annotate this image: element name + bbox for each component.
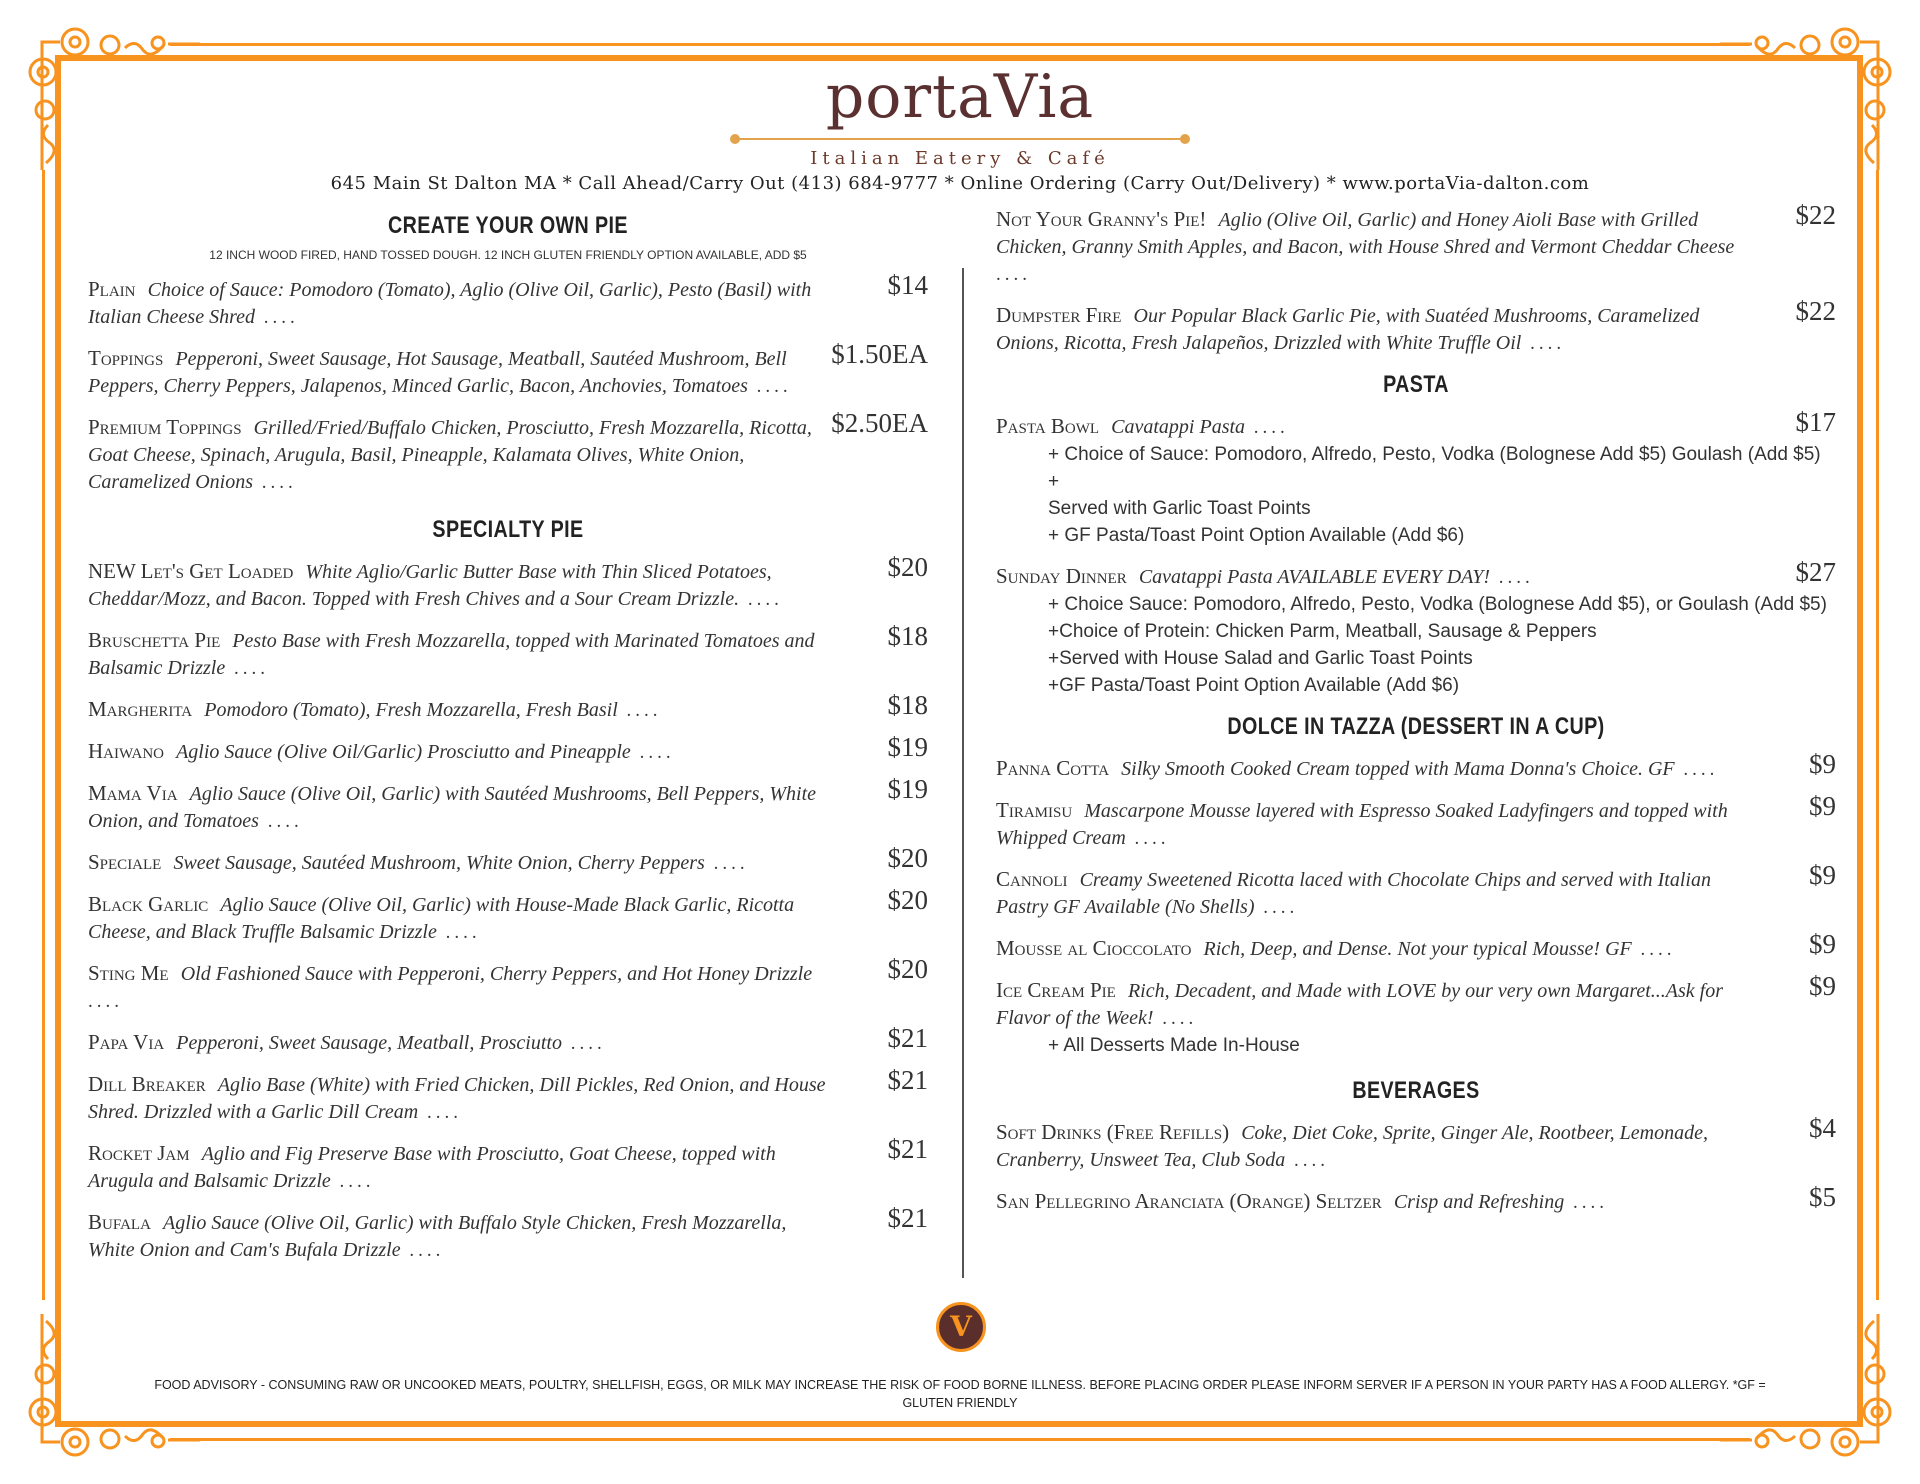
item-price: $21 <box>887 1065 928 1095</box>
menu-item <box>996 971 1836 1032</box>
tagline: Italian Eatery & Café <box>810 148 1110 169</box>
leader-dots: .... <box>1245 417 1289 438</box>
item-price: $9 <box>1809 791 1836 821</box>
menu-item <box>996 407 1836 441</box>
item-name: San Pellegrino Aranciata (Orange) Seltzer <box>996 1189 1382 1213</box>
right-column <box>996 200 1836 1216</box>
item-name: Bruschetta Pie <box>88 628 221 652</box>
item-description: Aglio and Fig Preserve Base with Prosciutto, Goat Cheese, topped with Arugula and Balsamic Drizzle <box>88 1143 776 1192</box>
menu-item <box>996 749 1836 783</box>
dough-note: 12 INCH WOOD FIRED, HAND TOSSED DOUGH. 12 INCH GLUTEN FRIENDLY OPTION AVAILABLE, ADD $5 <box>209 248 807 262</box>
menu-item <box>996 296 1836 357</box>
leader-dots: .... <box>747 376 792 397</box>
leader-dots: .... <box>561 1033 606 1054</box>
section-title-create-your-own-pie: CREATE YOUR OWN PIE <box>388 212 628 239</box>
menu-item <box>88 408 928 496</box>
item-price: $9 <box>1809 971 1836 1001</box>
frame-right-thin-line <box>1876 170 1879 1300</box>
menu-item <box>88 621 928 682</box>
item-description: Rich, Decadent, and Made with LOVE by our very own Margaret...Ask for Flavor of the Week! <box>996 980 1724 1029</box>
item-price: $21 <box>887 1134 928 1164</box>
column-divider <box>962 268 964 1278</box>
item-option: +GF Pasta/Toast Point Option Available (Add $6) <box>1048 675 1460 696</box>
item-description: Creamy Sweetened Ricotta laced with Chocolate Chips and served with Italian Pastry GF Available (No Shells) <box>996 869 1711 918</box>
frame-top-thin-line <box>170 43 1750 46</box>
item-name: Margherita <box>88 697 193 721</box>
item-description: Old Fashioned Sauce with Pepperoni, Cherry Peppers, and Hot Honey Drizzle <box>180 963 813 985</box>
item-price: $20 <box>887 885 928 915</box>
item-description: Pesto Base with Fresh Mozzarella, topped with Marinated Tomatoes and Balsamic Drizzle <box>88 630 815 679</box>
item-name: Mama Via <box>88 781 178 805</box>
item-price: $18 <box>887 690 928 720</box>
item-price: $14 <box>887 270 928 300</box>
item-price: $20 <box>887 843 928 873</box>
item-description: Mascarpone Mousse layered with Espresso Soaked Ladyfingers and topped with Whipped Cream <box>996 800 1728 849</box>
item-name: Ice Cream Pie <box>996 978 1116 1002</box>
leader-dots: .... <box>255 307 299 328</box>
item-name: Premium Toppings <box>88 415 242 439</box>
menu-item <box>88 339 928 400</box>
dessert-note: + All Desserts Made In-House <box>1048 1035 1300 1056</box>
leader-dots: .... <box>400 1240 445 1261</box>
item-name: Haiwano <box>88 739 164 763</box>
menu-item <box>996 1113 1836 1174</box>
item-name: Tiramisu <box>996 798 1073 822</box>
left-column <box>88 206 928 1264</box>
leader-dots: .... <box>1631 939 1676 960</box>
item-name: Toppings <box>88 346 164 370</box>
logo: portaVia <box>825 62 1095 132</box>
menu-item <box>88 774 928 835</box>
leader-dots: .... <box>1153 1008 1198 1029</box>
item-name: Papa Via <box>88 1030 165 1054</box>
item-price: $9 <box>1809 860 1836 890</box>
item-description: Coke, Diet Coke, Sprite, Ginger Ale, Rootbeer, Lemonade, Cranberry, Unsweet Tea, Club Soda <box>996 1122 1708 1171</box>
item-description: Aglio Base (White) with Fried Chicken, Dill Pickles, Red Onion, and House Shred. Drizzled with a Garlic Dill Cream <box>88 1074 826 1123</box>
menu-item <box>88 270 928 331</box>
item-description: Aglio Sauce (Olive Oil, Garlic) with Sautéed Mushrooms, Bell Peppers, White Onion, and Tomatoes <box>88 783 816 832</box>
item-name: Speciale <box>88 850 162 874</box>
item-name: Rocket Jam <box>88 1141 190 1165</box>
frame-bottom-thin-line <box>170 1438 1750 1441</box>
item-description: Silky Smooth Cooked Cream topped with Mama Donna's Choice. GF <box>1121 758 1675 780</box>
item-description: Our Popular Black Garlic Pie, with Suatéed Mushrooms, Caramelized Onions, Ricotta, Fresh Jalapeños, Drizzled with White Truffle Oil <box>996 305 1700 354</box>
leader-dots: .... <box>1521 333 1566 354</box>
leader-dots: .... <box>617 700 662 721</box>
item-option: + Choice of Sauce: Pomodoro, Alfredo, Pesto, Vodka (Bolognese Add $5) Goulash (Add $5) + <box>1048 444 1821 492</box>
leader-dots: .... <box>1564 1192 1608 1213</box>
item-price: $20 <box>887 552 928 582</box>
item-description: Pomodoro (Tomato), Fresh Mozzarella, Fresh Basil <box>204 699 618 721</box>
food-advisory: FOOD ADVISORY - CONSUMING RAW OR UNCOOKED MEATS, POULTRY, SHELLFISH, EGGS, OR MILK MAY INCREASE THE RISK OF FOOD BORNE ILLNESS. BEFORE PLACING ORDER PLEASE INFORM SERVER IF A PERSON IN YOUR PARTY HAS A FOOD ALLERGY. *GF = GLUTEN FRIENDLY <box>154 1378 1766 1410</box>
leader-dots: .... <box>1254 897 1299 918</box>
section-title-dolce: DOLCE IN TAZZA (DESSERT IN A CUP) <box>1227 713 1605 740</box>
item-name: Panna Cotta <box>996 756 1110 780</box>
leader-dots: .... <box>258 811 303 832</box>
leader-dots: .... <box>225 658 269 679</box>
item-name: Cannoli <box>996 867 1068 891</box>
leader-dots: .... <box>996 264 1031 285</box>
item-description: Cavatappi Pasta <box>1111 416 1246 438</box>
menu-item <box>88 552 928 613</box>
item-price: $22 <box>1795 200 1836 230</box>
item-price: $1.50EA <box>831 339 928 369</box>
menu-item <box>996 929 1836 963</box>
item-price: $19 <box>887 774 928 804</box>
item-option: + Choice Sauce: Pomodoro, Alfredo, Pesto, Vodka (Bolognese Add $5), or Goulash (Add $5) <box>1048 594 1827 615</box>
item-name: Sting Me <box>88 961 169 985</box>
item-description: Grilled/Fried/Buffalo Chicken, Prosciutto, Fresh Mozzarella, Ricotta, Goat Cheese, Spinach, Arugula, Basil, Pineapple, Kalamata Olives, White Onion, Caramelized Onions <box>88 417 812 493</box>
item-name: NEW Let's Get Loaded <box>88 559 294 583</box>
menu-item <box>88 1065 928 1126</box>
menu-item <box>996 200 1836 288</box>
logo-rule <box>730 132 1190 146</box>
item-option: + GF Pasta/Toast Point Option Available (Add $6) <box>1048 525 1465 546</box>
item-price: $21 <box>887 1203 928 1233</box>
item-description: Pepperoni, Sweet Sausage, Hot Sausage, Meatball, Sautéed Mushroom, Bell Peppers, Cherry Peppers, Jalapenos, Minced Garlic, Bacon, Anchovies, Tomatoes <box>88 348 787 397</box>
section-title-pasta: PASTA <box>1383 371 1449 398</box>
leader-dots: .... <box>739 589 783 610</box>
menu-item <box>88 954 928 1015</box>
item-description: Sweet Sausage, Sautéed Mushroom, White Onion, Cherry Peppers <box>173 852 705 874</box>
menu-item <box>996 860 1836 921</box>
menu-item <box>996 557 1836 591</box>
item-description: Aglio (Olive Oil, Garlic) and Honey Aioli Base with Grilled Chicken, Granny Smith Apples, and Bacon, with House Shred and Vermont Cheddar Cheese <box>996 209 1735 258</box>
item-option: Served with Garlic Toast Points <box>1048 498 1311 519</box>
section-title-specialty-pie: SPECIALTY PIE <box>432 516 584 543</box>
item-description: Aglio Sauce (Olive Oil, Garlic) with Buffalo Style Chicken, Fresh Mozzarella, White Onion and Cam's Bufala Drizzle <box>88 1212 787 1261</box>
menu-item <box>88 690 928 724</box>
item-description: Crisp and Refreshing <box>1393 1191 1565 1213</box>
address-line: 645 Main St Dalton MA * Call Ahead/Carry Out (413) 684-9777 * Online Ordering (Carry Out/Delivery) * www.portaVia-dalton.com <box>330 173 1590 194</box>
item-name: Plain <box>88 277 136 301</box>
leader-dots: .... <box>88 991 123 1012</box>
menu-item <box>996 791 1836 852</box>
menu-header <box>0 62 1920 194</box>
item-name: Sunday Dinner <box>996 564 1127 588</box>
v-logo-badge: V <box>936 1302 986 1352</box>
item-description: Cavatappi Pasta AVAILABLE EVERY DAY! <box>1138 566 1491 588</box>
item-name: Pasta Bowl <box>996 414 1100 438</box>
item-price: $18 <box>887 621 928 651</box>
item-price: $21 <box>887 1023 928 1053</box>
leader-dots: .... <box>704 853 749 874</box>
item-option: +Served with House Salad and Garlic Toast Points <box>1048 648 1473 669</box>
item-price: $22 <box>1795 296 1836 326</box>
item-name: Soft Drinks (Free Refills) <box>996 1120 1230 1144</box>
item-price: $20 <box>887 954 928 984</box>
item-description: Aglio Sauce (Olive Oil, Garlic) with House-Made Black Garlic, Ricotta Cheese, and Black Truffle Balsamic Drizzle <box>88 894 795 943</box>
item-price: $5 <box>1809 1182 1836 1212</box>
leader-dots: .... <box>1490 567 1534 588</box>
menu-item <box>88 1023 928 1057</box>
menu-item <box>88 1203 928 1264</box>
leader-dots: .... <box>1125 828 1170 849</box>
item-price: $9 <box>1809 929 1836 959</box>
menu-item <box>88 1134 928 1195</box>
item-description: Choice of Sauce: Pomodoro (Tomato), Aglio (Olive Oil, Garlic), Pesto (Basil) with Italian Cheese Shred <box>88 279 812 328</box>
item-name: Mousse al Cioccolato <box>996 936 1192 960</box>
item-description: Pepperoni, Sweet Sausage, Meatball, Prosciutto <box>176 1032 562 1054</box>
item-option: +Choice of Protein: Chicken Parm, Meatball, Sausage & Peppers <box>1048 621 1597 642</box>
rule-dot-icon <box>1180 134 1190 144</box>
item-price: $2.50EA <box>831 408 928 438</box>
item-name: Dill Breaker <box>88 1072 206 1096</box>
menu-item <box>88 732 928 766</box>
leader-dots: .... <box>1285 1150 1330 1171</box>
item-name: Not Your Granny's Pie! <box>996 207 1207 231</box>
leader-dots: .... <box>418 1102 462 1123</box>
section-title-beverages: BEVERAGES <box>1352 1077 1480 1104</box>
item-description: Rich, Deep, and Dense. Not your typical Mousse! GF <box>1203 938 1632 960</box>
leader-dots: .... <box>436 922 481 943</box>
item-price: $17 <box>1795 407 1836 437</box>
item-name: Black Garlic <box>88 892 209 916</box>
leader-dots: .... <box>1674 759 1719 780</box>
leader-dots: .... <box>253 472 297 493</box>
menu-item <box>88 885 928 946</box>
menu-item <box>88 843 928 877</box>
item-name: Bufala <box>88 1210 151 1234</box>
item-price: $4 <box>1809 1113 1836 1143</box>
item-price: $27 <box>1795 557 1836 587</box>
leader-dots: .... <box>330 1171 375 1192</box>
leader-dots: .... <box>630 742 675 763</box>
item-description: Aglio Sauce (Olive Oil/Garlic) Prosciutto and Pineapple <box>176 741 631 763</box>
menu-item <box>996 1182 1836 1216</box>
item-description: White Aglio/Garlic Butter Base with Thin Sliced Potatoes, Cheddar/Mozz, and Bacon. Topped with Fresh Chives and a Sour Cream Drizzle. <box>88 561 772 610</box>
frame-left-thin-line <box>42 170 45 1300</box>
item-price: $19 <box>887 732 928 762</box>
item-name: Dumpster Fire <box>996 303 1122 327</box>
item-price: $9 <box>1809 749 1836 779</box>
